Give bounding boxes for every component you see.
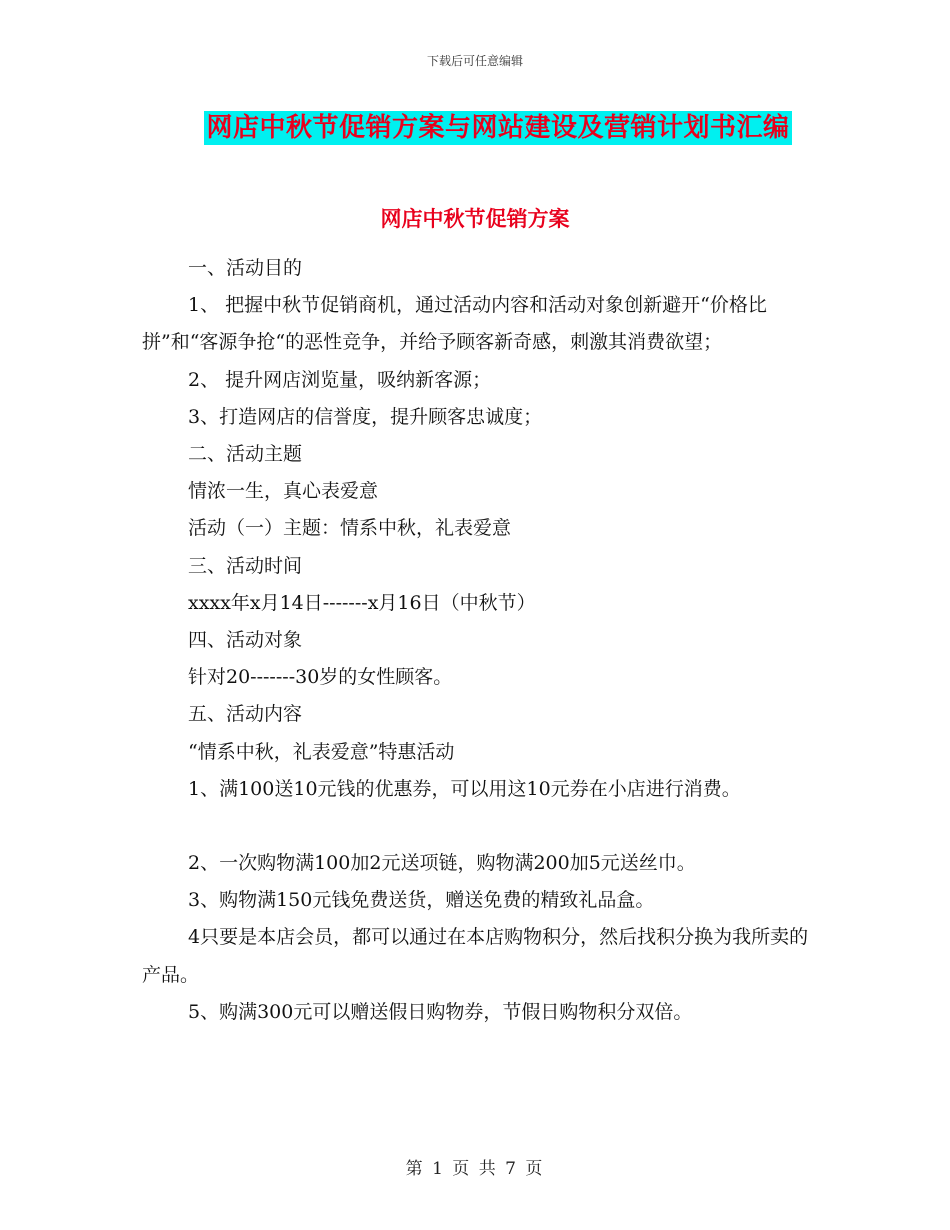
paragraph: 一、活动目的 <box>188 257 303 279</box>
paragraph: 1、 把握中秋节促销商机，通过活动内容和活动对象创新避开“价格比拼”和“客源争抢“的恶性竞争，并给予顾客新奇感，刺激其消费欲望； <box>142 294 767 354</box>
paragraph: 2、一次购物满100加2元送项链，购物满200加5元送丝巾。 <box>188 852 696 875</box>
paragraph: 1、满100送10元钱的优惠券，可以用这10元券在小店进行消费。 <box>188 777 741 800</box>
paragraph: 3、购物满150元钱免费送货，赠送免费的精致礼品盒。 <box>188 889 655 912</box>
document-body <box>142 250 822 1031</box>
section-title: 网店中秋节促销方案 <box>380 206 570 231</box>
main-title-wrap <box>0 111 950 145</box>
paragraph: 3、打造网店的信誉度，提升顾客忠诚度； <box>188 405 543 428</box>
paragraph: 五、活动内容 <box>188 703 303 726</box>
paragraph: 二、活动主题 <box>188 443 303 466</box>
paragraph: 三、活动时间 <box>188 554 303 577</box>
paragraph: 2、 提升网店浏览量，吸纳新客源； <box>188 368 492 391</box>
header-note: 下载后可任意编辑 <box>426 54 523 68</box>
page-footer: 第 1 页 共 7 页 <box>405 1159 545 1179</box>
paragraph: “情系中秋，礼表爱意”特惠活动 <box>188 740 455 763</box>
paragraph: 5、购满300元可以赠送假日购物券，节假日购物积分双倍。 <box>188 1000 693 1023</box>
paragraph: 四、活动对象 <box>188 629 303 652</box>
paragraph: 针对20-------30岁的女性顾客。 <box>188 666 453 689</box>
main-title: 网店中秋节促销方案与网站建设及营销计划书汇编 <box>206 113 790 143</box>
paragraph: 4只要是本店会员，都可以通过在本店购物积分，然后找积分换为我所卖的产品。 <box>142 926 809 986</box>
paragraph: xxxx年x月14日-------x月16日（中秋节） <box>188 591 536 614</box>
paragraph: 情浓一生，真心表爱意 <box>188 480 379 503</box>
paragraph: 活动（一）主题：情系中秋，礼表爱意 <box>188 517 512 540</box>
